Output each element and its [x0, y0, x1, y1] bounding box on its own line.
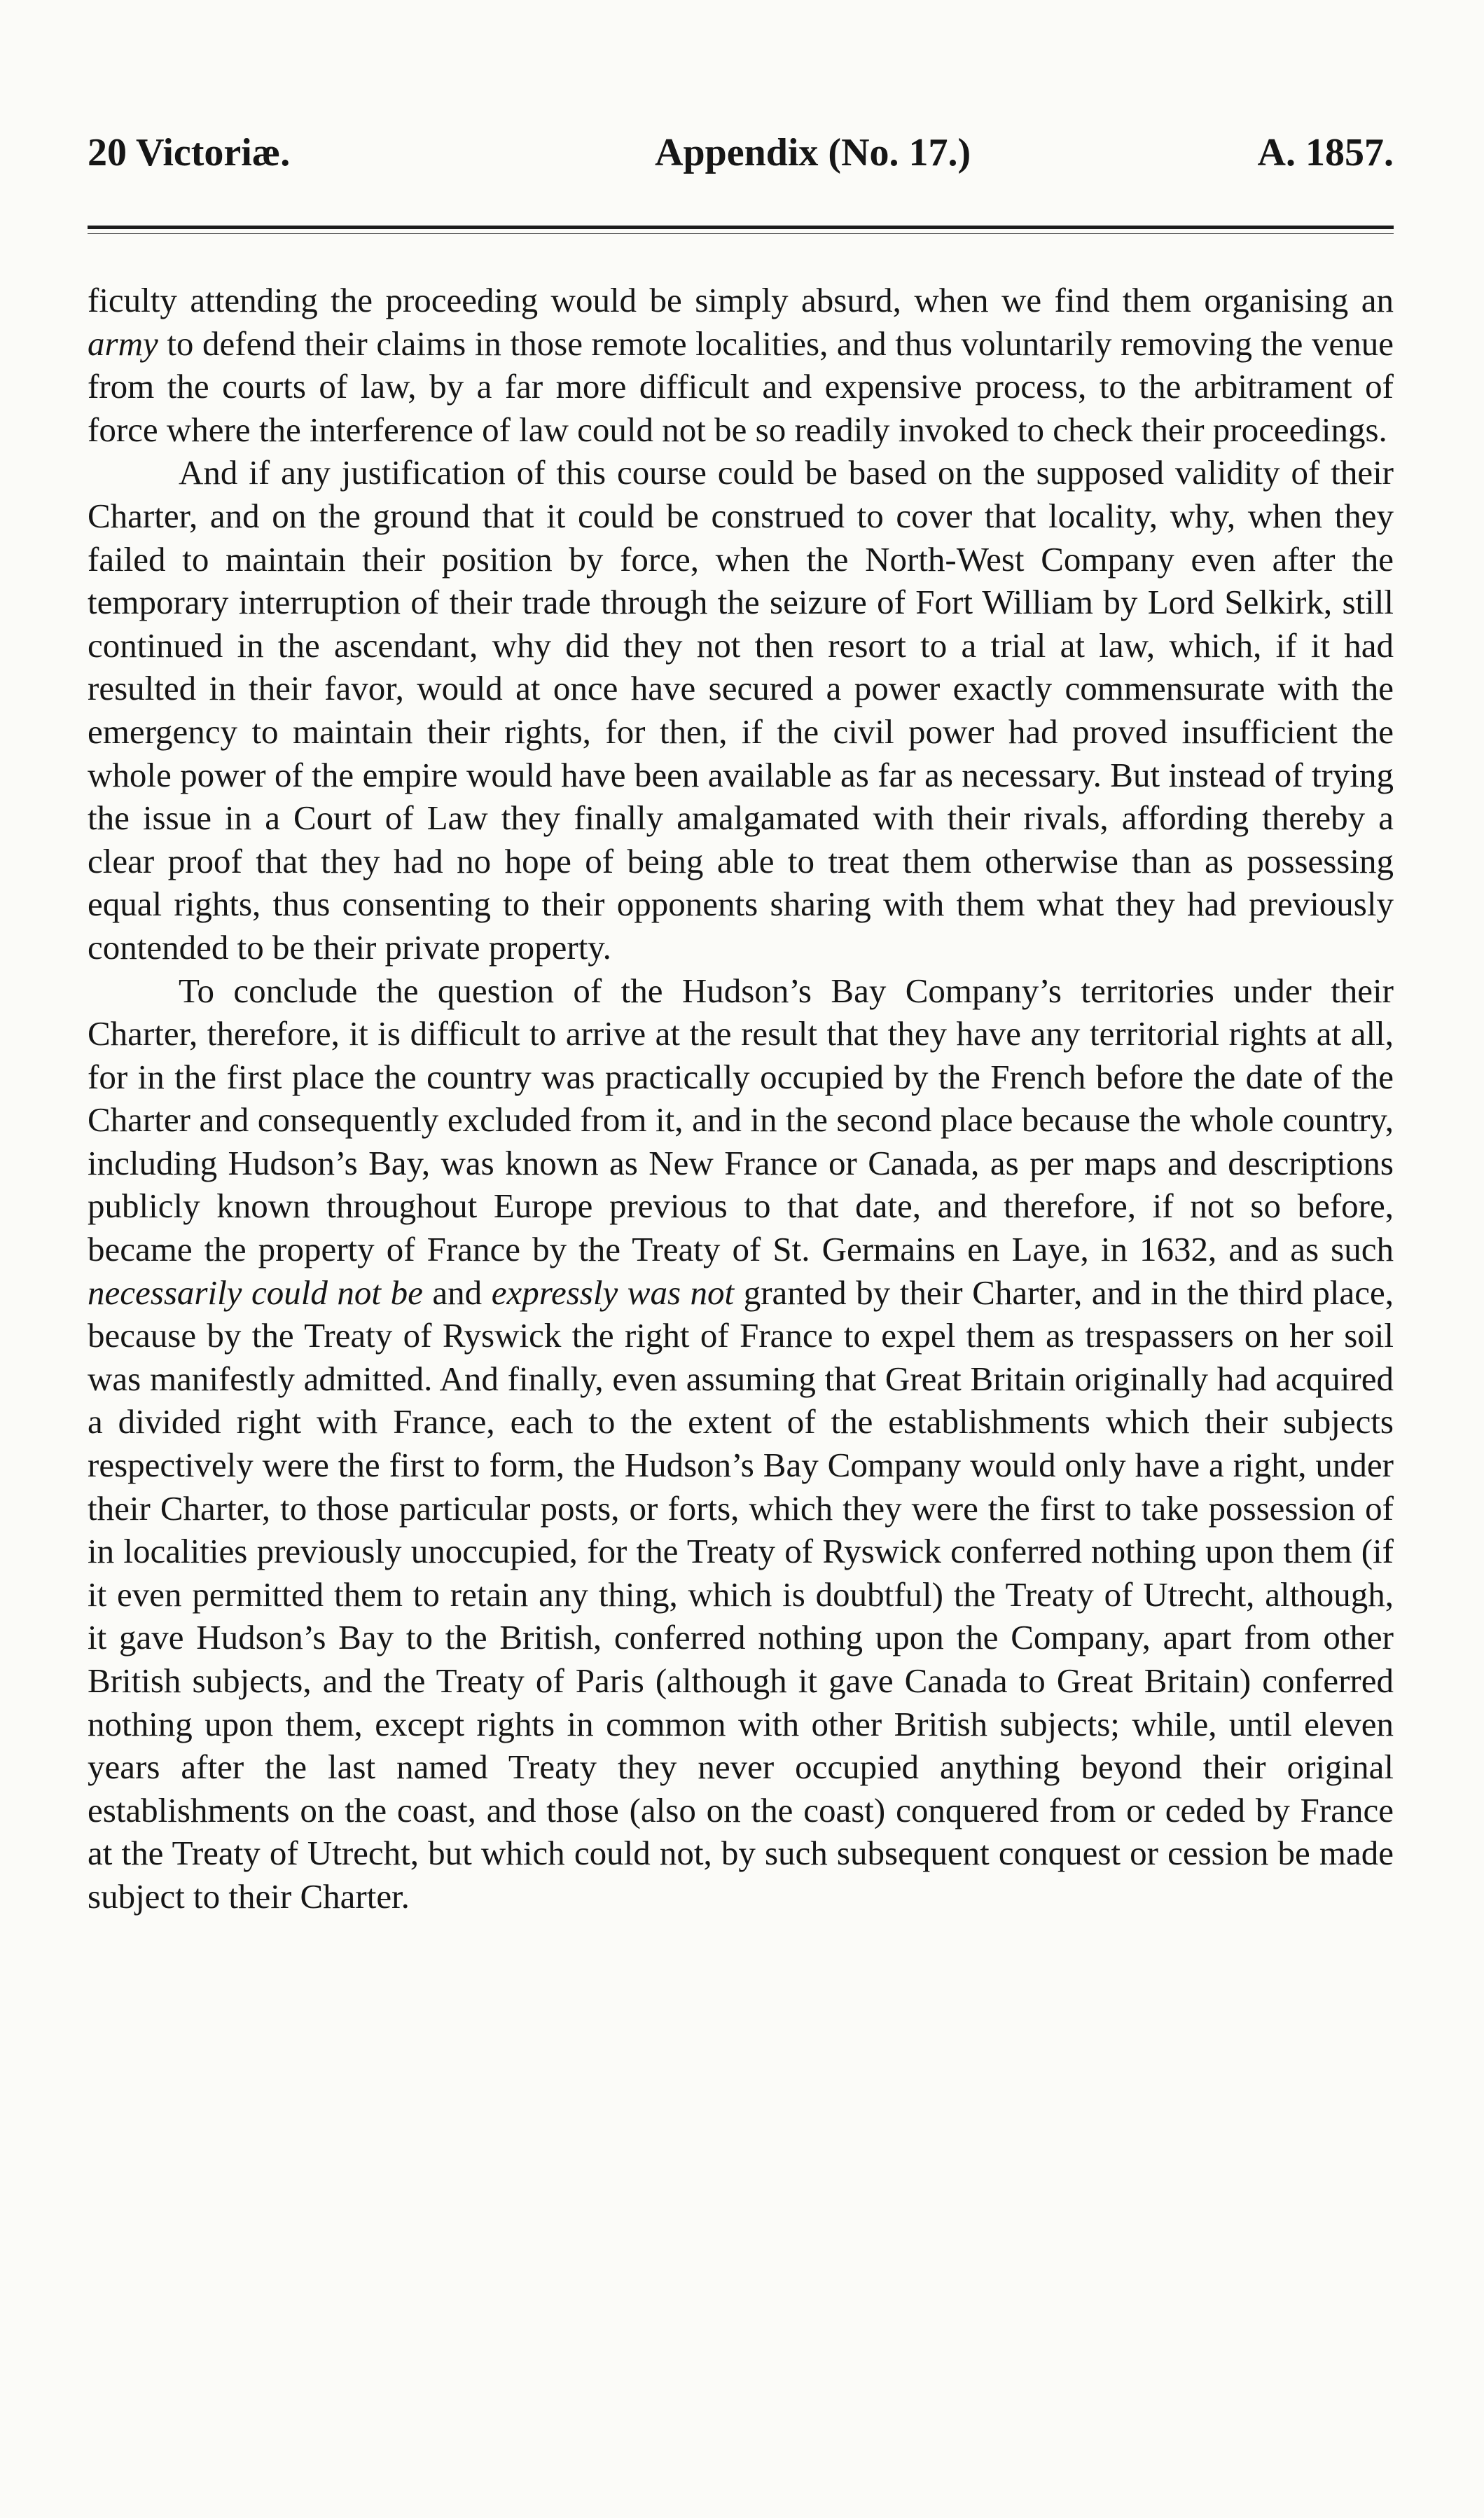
- paragraph-3-part-b: and: [422, 1273, 492, 1312]
- body-text: [88, 279, 1394, 1918]
- header-appendix: Appendix (No. 17.): [655, 131, 971, 174]
- header-year: A. 1857.: [1257, 131, 1394, 174]
- paragraph-3: [88, 969, 1394, 1918]
- paragraph-3-emphasis-1: necessarily could not be: [88, 1273, 423, 1312]
- header-rule-thin: [88, 233, 1394, 234]
- running-head: [88, 125, 1394, 181]
- paragraph-2: And if any justification of this course could be based on the supposed validity of their Charter, and on the ground that it could be construed to cover that locality, why, when they failed to maintain their position by force, when the North-West Company even after the temporary interruption of their trade through the seizure of Fort William by Lord Selkirk, still continued in the ascendant, why did they not then resort to a trial at law, which, if it had resulted in their favor, would at once have secured a power exactly commensurate with the emergency to maintain their rights, for then, if the civil power had proved insufficient the whole power of the empire would have been available as far as necessary. But instead of trying the issue in a Court of Law they finally amalgamated with their rivals, affording thereby a clear proof that they had no hope of being able to treat them otherwise than as possessing equal rights, thus consenting to their opponents sharing with them what they had previously contended to be their private property.: [88, 453, 1394, 967]
- paragraph-1: [88, 279, 1394, 451]
- paragraph-3-part-a: To conclude the question of the Hudson’s Bay Company’s territories under their Charter, therefore, it is difficult to arrive at the result that they have any territorial rights at all, for in the first place the country was practically occupied by the French before the date of the Charter and consequently excluded from it, and in the second place because the whole country, including Hudson’s Bay, was known as New France or Canada, as per maps and descriptions publicly known throughout Europe previous to that date, and therefore, if not so before, became the property of France by the Treaty of St. Germains en Laye, in 1632, and as such: [88, 971, 1394, 1269]
- paragraph-1-part-b: to defend their claims in those remote localities, and thus voluntarily removing the venue from the courts of law, by a far more difficult and expensive process, to the arbitrament of force where the interference of law could not be so readily invoked to check their proceedings.: [88, 324, 1394, 449]
- paragraph-1-part-a: ficulty attending the proceeding would be simply absurd, when we find them organising an: [88, 281, 1394, 319]
- header-rule: [88, 226, 1394, 229]
- paragraph-1-emphasis-army: army: [88, 324, 158, 363]
- header-session: 20 Victoriæ.: [88, 131, 291, 174]
- paragraph-3-part-c: granted by their Charter, and in the third place, because by the Treaty of Ryswick the right of France to expel them as trespassers on her soil was manifestly admitted. And finally, even assuming that Great Britain originally had acquired a divided right with France, each to the extent of the establishments which their subjects respectively were the first to form, the Hudson’s Bay Company would only have a right, under their Charter, to those particular posts, or forts, which they were the first to take possession of in localities previously unoccupied, for the Treaty of Ryswick conferred nothing upon them (if it even permitted them to retain any thing, which is doubtful) the Treaty of Utrecht, although, it gave Hudson’s Bay to the British, conferred nothing upon the Company, apart from other British subjects, and the Treaty of Paris (although it gave Canada to Great Britain) conferred nothing upon them, except rights in common with other British subjects; while, until eleven years after the last named Treaty they never occupied anything beyond their original establishments on the coast, and those (also on the coast) conquered from or ceded by France at the Treaty of Utrecht, but which could not, by such subsequent conquest or cession be made subject to their Charter.: [88, 1273, 1394, 1916]
- paragraph-3-emphasis-2: expressly was not: [491, 1273, 735, 1312]
